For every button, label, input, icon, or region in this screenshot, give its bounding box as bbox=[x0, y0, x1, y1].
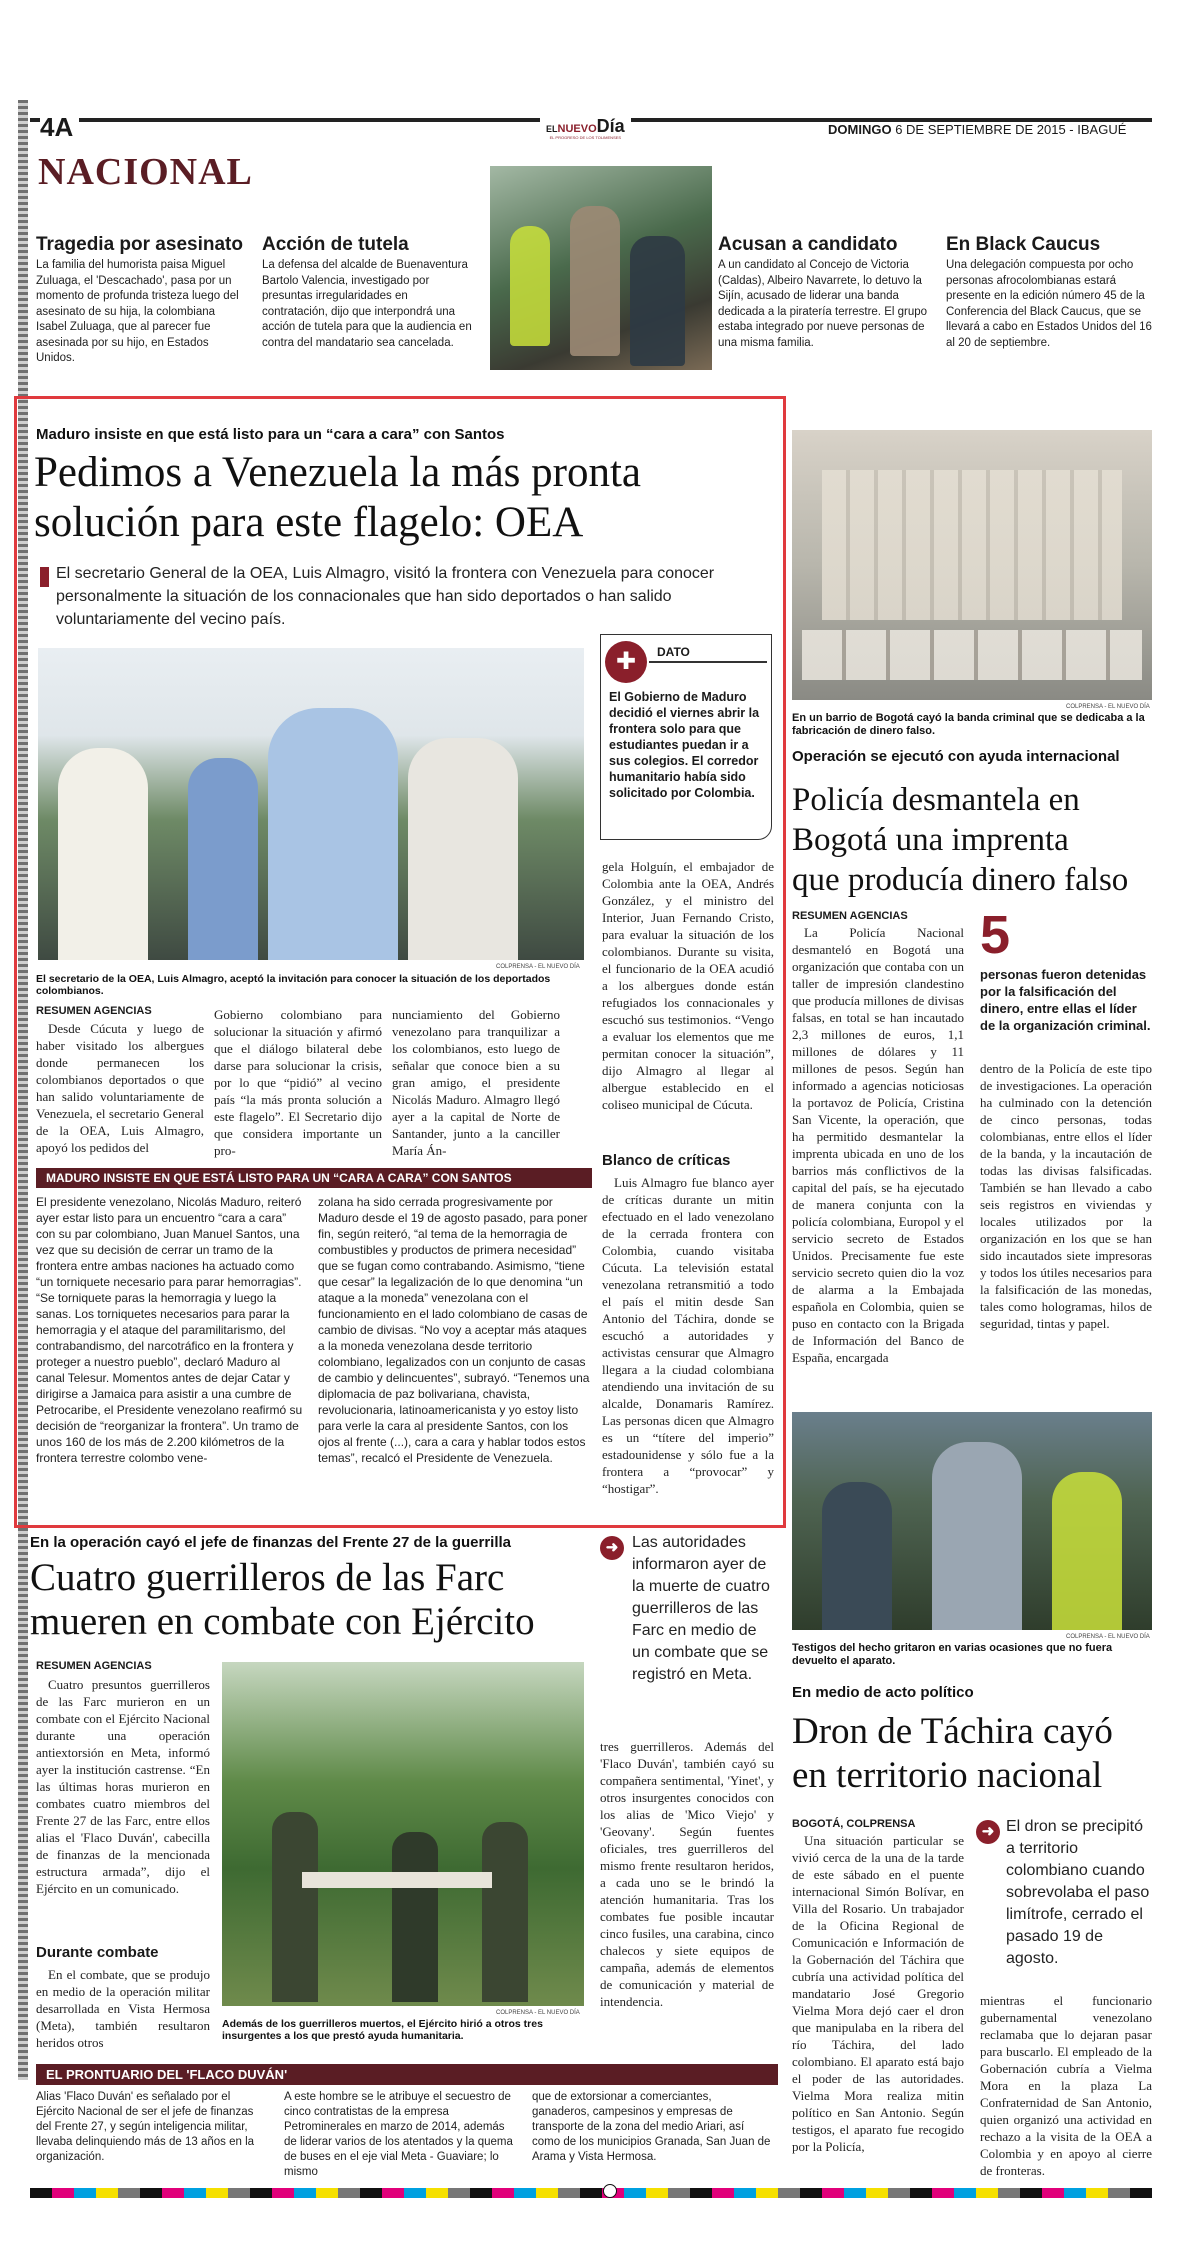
policia-col-2: dentro de la Policía de este tipo de investigaciones. La operación ha culminado con la detención de cinco personas, todas colombianas, entre ellos el líder de la banda, y la incautación de todas las divisas falsificadas. También se han llevado a cabo seis registros en viviendas y locales utilizados por la organización en los que se han sido incautados siete impresoras y todos los útiles necesarios para la falsificación de las monedas, tales como hologramas, hilos de seguridad, tintas y papel. bbox=[980, 1061, 1152, 1331]
brief-body: La defensa del alcalde de Buenaventura Bartolo Valencia, investigado por presuntas irregularidades en contratación, dijo que interpondrá una acción de tutela para que la audiencia en contra del mandatario sea cancelada. bbox=[262, 259, 472, 349]
dron-byline: BOGOTÁ, COLPRENSA bbox=[792, 1818, 916, 1830]
photo-figure bbox=[58, 748, 148, 960]
photo-figure bbox=[510, 226, 550, 346]
photo-stretcher bbox=[302, 1872, 492, 1888]
dron-kicker: En medio de acto político bbox=[792, 1684, 974, 1701]
main-kicker: Maduro insiste en que está listo para un “cara a cara” con Santos bbox=[36, 426, 505, 443]
main-byline: RESUMEN AGENCIAS bbox=[36, 1005, 152, 1017]
photo-figure bbox=[268, 708, 398, 960]
date-day: DOMINGO bbox=[828, 122, 892, 137]
main-lead: El secretario General de la OEA, Luis Almagro, visitó la frontera con Venezuela para conocer personalmente la situación de los connacionales que han sido deportados o han salido voluntariamente del vecino país. bbox=[56, 565, 715, 628]
main-col-3: nunciamiento del Gobierno venezolano para tranquilizar a los colombianos, esto luego de señalar que conoce bien a su gran amigo, el presidente Nicolás Maduro. Almagro llegó ayer a la capital de Norte de Santander, junto a la canciller María Án- bbox=[392, 1007, 560, 1158]
policia-headline-3: que producía dinero falso bbox=[792, 862, 1129, 898]
main-col-2: Gobierno colombiano para solucionar la situación y afirmó que el diálogo bilateral debe darse para solucionar la crisis, por lo que “pidió” al vecino país “la más pronta solución a este flagelo”. El Secretario dijo que considera importante un pro- bbox=[214, 1007, 382, 1158]
photo-money-stack bbox=[822, 470, 1122, 620]
registration-mark-icon bbox=[603, 2184, 617, 2198]
dron-headline-2: en territorio nacional bbox=[792, 1755, 1103, 1796]
dron-headline-1: Dron de Táchira cayó bbox=[792, 1711, 1113, 1752]
policia-col-1: La Policía Nacional desmanteló en Bogotá una organización que contaba con un taller de impresión clandestino que producía millones de divisas falsas, en total se han incautado 2,3 millones de euros, 1,1 millones de dólares y 11 millones de pesos. Según han informado a agencias noticiosas la portavoz de Policía, Cristina San Vicente, la operación, que ha permitido desmantelar la imprenta ubicada en uno de los barrios más conflictivos de la capital del país, se ha ejecutado de manera conjunta con la policía colombiana, Europol y el servicio secreto de Estados Unidos. Precisamente fue este servicio secreto quien dio la voz de alarma a la Embajada española en Colombia, quien se puso en contacto con la Brigada de Información del Banco de España, encargada bbox=[792, 925, 964, 1365]
policia-big-number: 5 bbox=[980, 905, 1011, 965]
main-caption: El secretario de la OEA, Luis Almagro, aceptó la invitación para conocer la situación de los deportados colombianos. bbox=[36, 973, 551, 997]
farc-quote-arrow-icon: ➜ bbox=[600, 1536, 624, 1560]
policia-headline-2: Bogotá una imprenta bbox=[792, 822, 1069, 858]
photo-figure bbox=[630, 236, 685, 366]
brief-title: En Black Caucus bbox=[946, 234, 1101, 255]
policia-caption: En un barrio de Bogotá cayó la banda criminal que se dedicaba a la fabricación de dinero falso. bbox=[792, 712, 1145, 737]
main-headline-2: solución para este flagelo: OEA bbox=[34, 499, 584, 546]
main-photo bbox=[38, 648, 584, 960]
photo-figure bbox=[408, 738, 518, 960]
photo-figure bbox=[822, 1482, 892, 1630]
farc-photo bbox=[222, 1662, 584, 2006]
logo-brand: NUEVO bbox=[557, 123, 597, 135]
main-photo-credit: COLPRENSA - EL NUEVO DÍA bbox=[496, 964, 580, 970]
brief-title: Acción de tutela bbox=[262, 234, 409, 255]
prontuario-col-3: que de extorsionar a comerciantes, ganaderos, campesinos y empresas de transporte de la zona del medio Ariari, así como de los municipios Granada, San Juan de Arama y Vista Hermosa. bbox=[532, 2091, 771, 2163]
dato-rule bbox=[649, 661, 767, 663]
farc-col-1b: En el combate, que se produjo en medio de la operación militar desarrollada en Vista Hermosa (Meta), también resultaron heridos otros bbox=[36, 1967, 210, 2050]
farc-headline-2: mueren en combate con Ejército bbox=[30, 1600, 535, 1643]
dron-col-1: Una situación particular se vivió cerca de la una de la tarde de este sábado en el puente internacional Simón Bolívar, en Villa del Rosario. Un trabajador de la Oficina Regional de Comunicación e Información de la Gobernación del Táchira que cubría una actividad política del mandatario José Gregorio Vielma Mora dejó caer el dron que manipulaba en la ribera del río Táchira, del lado colombiano. El aparato está bajo el poder de las autoridades. Vielma Mora realiza mitin político en San Antonio. Según testigos, el aparato fue recogido por la Policía, bbox=[792, 1833, 964, 2154]
newspaper-logo bbox=[540, 116, 631, 140]
logo-tagline: EL PROGRESO DE LOS TOLIMENSES bbox=[549, 135, 622, 140]
section-title: NACIONAL bbox=[38, 151, 253, 193]
photo-figure bbox=[272, 1812, 318, 2002]
dato-icon: ✚ bbox=[615, 649, 637, 675]
photo-money-stack bbox=[802, 630, 1142, 680]
farc-byline: RESUMEN AGENCIAS bbox=[36, 1660, 152, 1672]
photo-figure bbox=[482, 1822, 528, 2002]
dron-quote-arrow-icon: ➜ bbox=[976, 1820, 1000, 1844]
dato-badge bbox=[605, 641, 647, 683]
main-col-4a: gela Holguín, el embajador de Colombia ante la OEA, Andrés González, y el ministro del Interior, Juan Fernando Cristo, para evaluar la situación de los colombianos. Durante su visita, el funcionario de la OEA acudió a los albergues donde están refugiados los connacionales y escuchó sus testimonios. “Vengo a evaluar los elementos que me permitan conocer la situación”, dijo Almagro al llegar al albergue establecido en el coliseo municipal de Cúcuta. bbox=[602, 859, 774, 1112]
policia-byline: RESUMEN AGENCIAS bbox=[792, 910, 908, 922]
photo-figure bbox=[570, 206, 620, 356]
prontuario-col-2: A este hombre se le atribuye el secuestro de cinco contratistas de la empresa Petrominerales en marzo de 2014, además de liderar varios de los atentados y la quema de buses en el eje vial Meta - Guaviare; lo mismo bbox=[284, 2091, 513, 2178]
policia-photo-credit: COLPRENSA - EL NUEVO DÍA bbox=[1066, 704, 1150, 710]
policia-headline-1: Policía desmantela en bbox=[792, 782, 1080, 818]
main-col-1: Desde Cúcuta y luego de haber visitado los albergues donde permanecen los colombianos deportados o que han salido voluntariamente de Venezuela, el secretario General de la OEA, Luis Almagro, apoyó los pedidos del bbox=[36, 1021, 204, 1155]
brief-body: Una delegación compuesta por ocho personas afrocolombianas estará presente en la edición número 45 de la Conferencia del Black Caucus, que se llevará a cabo en Estados Unidos del 16 al 20 de septiembre. bbox=[946, 259, 1152, 349]
brief-body: La familia del humorista paisa Miguel Zuluaga, el 'Descachado', pasa por un momento de profunda tristeza luego del asesinato de su hija, la colombiana Isabel Zuluaga, que al parecer fue asesinada por su hijo, en Estados Unidos. bbox=[36, 259, 239, 364]
main-headline-1: Pedimos a Venezuela la más pronta bbox=[34, 449, 641, 496]
maduro-col-1: El presidente venezolano, Nicolás Maduro, reiteró ayer estar listo para un encuentro “cara a cara” con su par colombiano, Juan Manuel Santos, una vez que su decisión de cerrar un tramo de la frontera entre ambas naciones ha actuado como “un torniquete necesario para parar hemorragias”. “Se torniquete paras la hemorragia y luego la sanas. Los torniquetes necesarios para parar la hemorragia y el ataque del paramilitarismo, del contrabandismo, del narcotráfico en la frontera y proteger a nuestro pueblo”, declaró Maduro al canal Telesur. Momentos antes de dejar Catar y dirigirse a Jamaica para asistir a una cumbre de Petrocaribe, el Presidente venezolano reafirmó su decisión de “reorganizar la frontera”. Un tramo de unos 160 de los más de 2.200 kilómetros de la frontera terrestre colombo vene- bbox=[36, 1195, 303, 1465]
dron-col-2: mientras el funcionario gubernamental venezolano reclamaba que lo dejaran pasar para buscarlo. El empleado de la Gobernación cubría a Vielma Mora en la plaza La Confraternidad de San Antonio, quien organizó una actividad en rechazo a la visita de la OEA a Colombia y en apoyo al cierre de fronteras. bbox=[980, 1993, 1152, 2178]
date-rest: 6 DE SEPTIEMBRE DE 2015 - IBAGUÉ bbox=[895, 122, 1127, 137]
policia-number-text: personas fueron detenidas por la falsificación del dinero, entre ellas el líder de la organización criminal. bbox=[980, 967, 1151, 1033]
main-subhead: Blanco de críticas bbox=[602, 1152, 731, 1169]
photo-figure bbox=[392, 1832, 438, 2002]
date-line bbox=[822, 122, 1126, 137]
farc-headline-1: Cuatro guerrilleros de las Farc bbox=[30, 1556, 505, 1599]
farc-photo-credit: COLPRENSA - EL NUEVO DÍA bbox=[496, 2010, 580, 2016]
dron-quote: El dron se precipitó a territorio colombiano cuando sobrevolaba el paso limítrofe, cerrado el pasado 19 de agosto. bbox=[1006, 1818, 1150, 1967]
maduro-bar: MADURO INSISTE EN QUE ESTÁ LISTO PARA UN “CARA A CARA” CON SANTOS bbox=[36, 1168, 592, 1188]
page-number: 4A bbox=[40, 112, 79, 143]
photo-figure bbox=[188, 758, 258, 960]
brief-title: Acusan a candidato bbox=[718, 234, 898, 255]
logo-dia: Día bbox=[596, 116, 625, 136]
main-col-4b: Luis Almagro fue blanco ayer de críticas durante un mitin efectuado en el lado venezolano de la cerrada frontera con Colombia, cuando visitaba Cúcuta. La televisión estatal venezolana retransmitió a todo el país el mitin desde San Antonio del Táchira, donde se escuchó a autoridades y activistas censurar que Almagro llegara a la ciudad colombiana atendiendo una invitación de su alcalde, Donamaris Ramírez. Las personas dicen que Almagro es un “títere del imperio” estadounidense y sólo fue a la frontera a “provocar” y “hostigar”. bbox=[602, 1175, 774, 1496]
dato-box bbox=[600, 634, 772, 840]
brief-body: A un candidato al Concejo de Victoria (Caldas), Albeiro Navarrete, lo detuvo la Sijín, acusado de liderar una banda dedicada a la piratería terrestre. El grupo estaba integrado por nueve personas de una misma familia. bbox=[718, 259, 928, 349]
logo-prefix: EL bbox=[546, 124, 558, 134]
print-color-bar bbox=[30, 2188, 1152, 2198]
maduro-col-2: zolana ha sido cerrada progresivamente por Maduro desde el 19 de agosto pasado, para poner fin, según reiteró, “al tema de la hemorragia de combustibles y productos de primera necesidad” que se fugan como contrabando. Asimismo, “tiene que cesar” la legalización de lo que denomina “un ataque a la moneda” venezolana con el funcionamiento en el lado colombiano de casas de cambio de divisas. “No voy a aceptar más ataques a la moneda venezolana desde territorio colombiano, legalizados con un conjunto de casas de cambio y delincuentes”, subrayó. “Tenemos una diplomacia de paz bolivariana, chavista, revolucionaria, latinoamericanista y yo estoy listo para verle la cara al presidente Santos, con los ojos al frente (...), cara a cara y hablar todos estos temas”, recalcó el Presidente de Venezuela. bbox=[318, 1195, 590, 1465]
brief-title: Tragedia por asesinato bbox=[36, 234, 243, 255]
farc-col-1: Cuatro presuntos guerrilleros de las Farc murieron en un combate con el Ejército Nacional durante una operación antiextorsión en Meta, informó ayer la institución castrense. “En las últimas horas murieron en combates cuatro miembros del Frente 27 de las Farc, entre ellos alias el 'Flaco Duván', cabecilla de finanzas de la mencionada estructura armada”, dijo el Ejército en un comunicado. bbox=[36, 1677, 210, 1896]
policia-kicker: Operación se ejecutó con ayuda internacional bbox=[792, 748, 1120, 765]
dron-photo-credit: COLPRENSA - EL NUEVO DÍA bbox=[1066, 1634, 1150, 1640]
photo-figure bbox=[1052, 1472, 1122, 1630]
dron-photo bbox=[792, 1412, 1152, 1630]
farc-col-3: tres guerrilleros. Además del 'Flaco Duván', también cayó su compañera sentimental, 'Yinet', y otros insurgentes conocidos con los alias de 'Mico Viejo' y 'Geovany'. Según fuentes oficiales, tres guerrilleros del mismo frente resultaron heridos, a cada uno se le brindó la atención humanitaria. Tras los combates fue posible incautar cinco fusiles, una carabina, cinco chalecos y siete equipos de campaña, además de elementos de comunicación y material de intendencia. bbox=[600, 1739, 774, 2009]
farc-caption: Además de los guerrilleros muertos, el Ejército hirió a otros tres insurgentes a los que prestó ayuda humanitaria. bbox=[222, 2018, 543, 2042]
dato-text: El Gobierno de Maduro decidió el viernes abrir la frontera solo para que estudiantes puedan ir a sus colegios. El corredor humanitario había sido solicitado por Colombia. bbox=[609, 690, 760, 800]
prontuario-bar: EL PRONTUARIO DEL 'FLACO DUVÁN' bbox=[36, 2064, 778, 2085]
dron-caption: Testigos del hecho gritaron en varias ocasiones que no fuera devuelto el aparato. bbox=[792, 1642, 1113, 1667]
lead-arrow-marker bbox=[40, 567, 49, 587]
policia-photo bbox=[792, 430, 1152, 700]
farc-quote: Las autoridades informaron ayer de la muerte de cuatro guerrilleros de las Farc en medio de un combate que se registró en Meta. bbox=[632, 1534, 770, 1683]
prontuario-col-1: Alias 'Flaco Duván' es señalado por el Ejército Nacional de ser el jefe de finanzas del Frente 27, y según inteligencia militar, llevaba delinquiendo más de 13 años en la organización. bbox=[36, 2091, 255, 2163]
farc-subhead: Durante combate bbox=[36, 1944, 159, 1961]
photo-brief bbox=[490, 166, 712, 370]
farc-kicker: En la operación cayó el jefe de finanzas del Frente 27 de la guerrilla bbox=[30, 1534, 512, 1551]
photo-figure bbox=[932, 1442, 1022, 1630]
dato-label: DATO bbox=[657, 645, 690, 659]
